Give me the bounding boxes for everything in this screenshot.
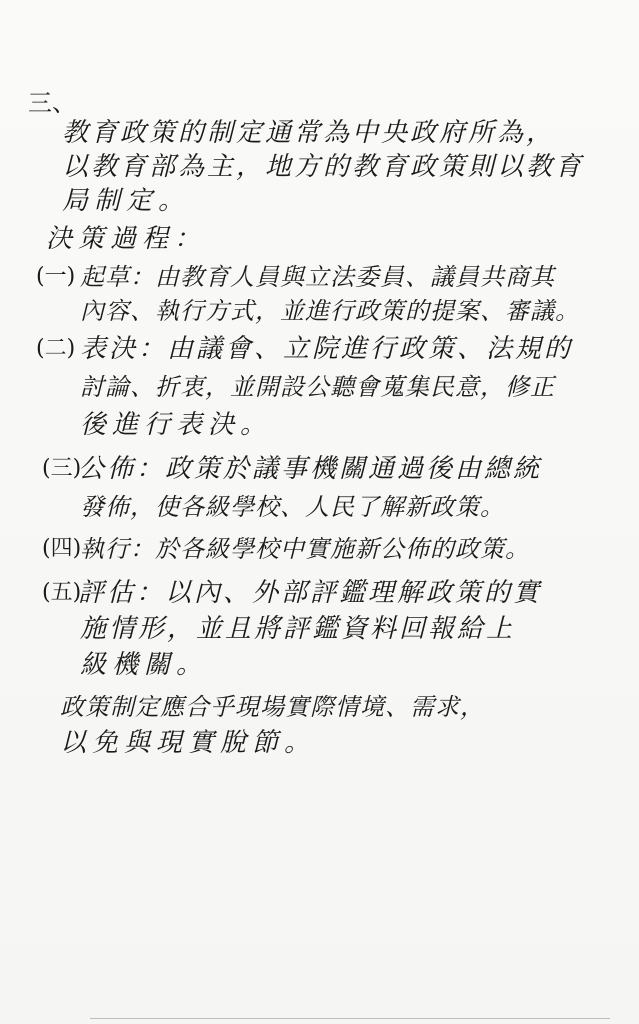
step-3-line-2: 發佈，使各級學校、人民了解新政策。 [80,493,505,521]
step-5-marker: (五) [42,580,82,605]
step-4-line-1: 執行：於各級學校中實施新公佈的政策。 [80,535,530,563]
intro-line-1: 教育政策的制定通常為中央政府所為， [62,118,556,148]
step-1-marker: (一) [36,264,76,289]
step-5-line-3: 級機關。 [80,650,209,680]
process-title: 決策過程： [46,224,207,254]
conclusion-line-2: 以免與現實脫節。 [60,728,317,758]
step-2-line-1: 表決：由議會、立院進行政策、法規的 [80,334,574,364]
section-marker: 三、 [28,89,76,117]
intro-line-3: 局制定。 [62,186,191,216]
step-3-marker: (三) [42,456,82,481]
step-3-line-1: 公佈：政策於議事機關通過後由總統 [78,454,543,484]
step-4-marker: (四) [42,536,82,561]
intro-line-2: 以教育部為主，地方的教育政策則以教育 [62,152,585,182]
step-2-line-2: 討論、折衷，並開設公聽會蒐集民意，修正 [80,373,555,401]
step-2-line-3: 後進行表決。 [80,410,273,440]
step-5-line-2: 施情形，並且將評鑑資料回報給上 [80,614,516,644]
page-bottom-edge [90,1018,610,1019]
conclusion-line-1: 政策制定應合乎現場實際情境、需求， [60,693,485,721]
step-1-line-1: 起草：由教育人員與立法委員、議員共商其 [80,263,555,291]
step-5-line-1: 評估：以內、外部評鑑理解政策的實 [78,578,543,608]
step-2-marker: (二) [36,336,76,361]
step-1-line-2: 內容、執行方式，並進行政策的提案、審議。 [80,297,580,325]
